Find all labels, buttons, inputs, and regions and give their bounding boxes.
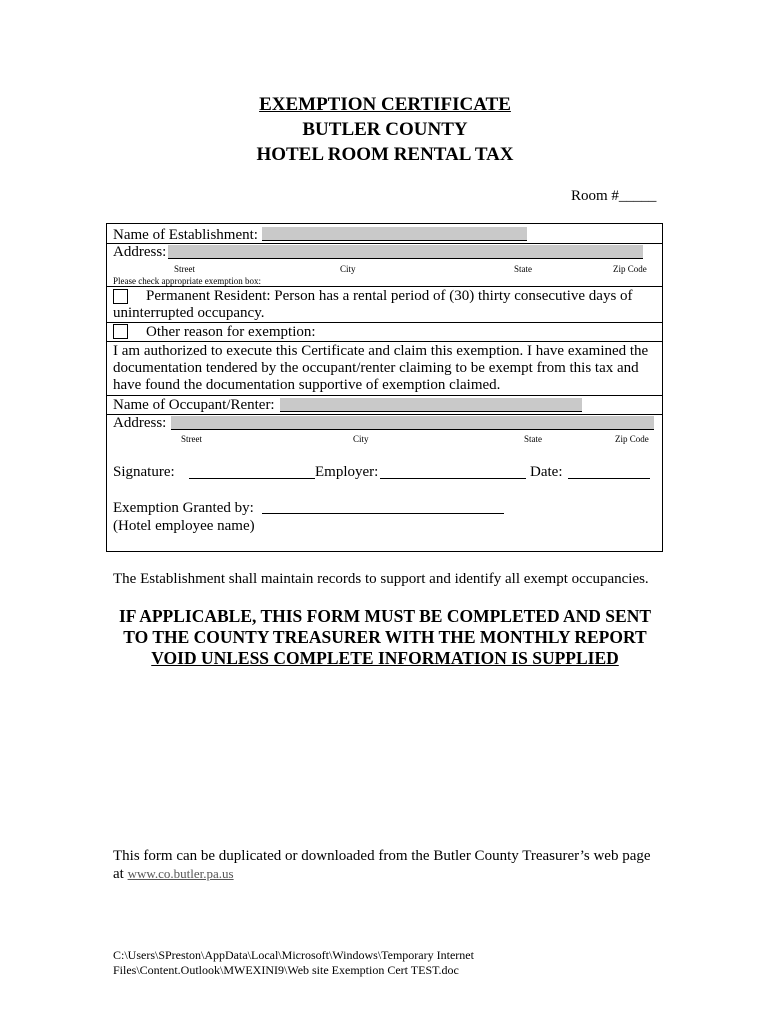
occupant-street-caption: Street	[181, 434, 202, 444]
employer-label: Employer:	[315, 464, 379, 480]
notice-line-3: VOID UNLESS COMPLETE INFORMATION IS SUPPLIED	[151, 648, 619, 668]
footer-line-2: at www.co.butler.pa.us	[113, 866, 234, 882]
tax-heading: HOTEL ROOM RENTAL TAX	[256, 144, 514, 165]
notice-line-1: IF APPLICABLE, THIS FORM MUST BE COMPLETED AND SENT	[118, 606, 652, 626]
file-path-line-2: Files\Content.Outlook\MWEXINI9\Web site Exemption Cert TEST.doc	[113, 963, 459, 977]
document-title: EXEMPTION CERTIFICATE	[259, 94, 511, 115]
occupant-state-caption: State	[524, 434, 542, 444]
permanent-resident-label-cont: uninterrupted occupancy.	[113, 305, 265, 321]
notice-line-2: TO THE COUNTY TREASURER WITH THE MONTHLY REPORT	[123, 627, 647, 647]
employer-field[interactable]	[380, 478, 526, 479]
address-zip-caption: Zip Code	[613, 264, 647, 274]
occupant-city-caption: City	[353, 434, 369, 444]
permanent-resident-checkbox[interactable]	[113, 289, 128, 304]
signature-label: Signature:	[113, 464, 175, 480]
other-reason-label: Other reason for exemption:	[146, 324, 316, 340]
file-path-line-1: C:\Users\SPreston\AppData\Local\Microsoft\Windows\Temporary Internet	[113, 948, 474, 962]
treasurer-website-link[interactable]: www.co.butler.pa.us	[127, 866, 234, 881]
occupant-address-label: Address:	[113, 415, 167, 431]
address-street-caption: Street	[174, 264, 195, 274]
authorization-line-1: I am authorized to execute this Certificate and claim this exemption. I have examined the	[113, 343, 649, 359]
occupant-address-field[interactable]	[171, 416, 654, 430]
county-heading: BUTLER COUNTY	[302, 119, 468, 140]
address-city-caption: City	[340, 264, 356, 274]
other-reason-checkbox[interactable]	[113, 324, 128, 339]
hotel-employee-caption: (Hotel employee name)	[113, 518, 255, 534]
granted-by-field[interactable]	[262, 513, 504, 514]
exemption-form	[106, 223, 663, 552]
date-field[interactable]	[568, 478, 650, 479]
establishment-address-field[interactable]	[168, 245, 643, 259]
permanent-resident-label: Permanent Resident: Person has a rental period of (30) thirty consecutive days of	[146, 288, 633, 304]
authorization-line-2: documentation tendered by the occupant/renter claiming to be exempt from this tax and	[113, 360, 639, 376]
establishment-name-field[interactable]	[262, 227, 527, 241]
establishment-address-label: Address:	[113, 244, 167, 260]
occupant-name-field[interactable]	[280, 398, 582, 412]
date-label: Date:	[530, 464, 563, 480]
room-number-field[interactable]: Room #_____	[571, 188, 657, 204]
signature-field[interactable]	[189, 478, 315, 479]
footer-line-1: This form can be duplicated or downloaded from the Butler County Treasurer’s web page	[113, 848, 651, 864]
check-instruction: Please check appropriate exemption box:	[113, 276, 261, 286]
records-note: The Establishment shall maintain records to support and identify all exempt occupancies.	[113, 571, 649, 587]
address-state-caption: State	[514, 264, 532, 274]
granted-by-label: Exemption Granted by:	[113, 500, 254, 516]
occupant-name-label: Name of Occupant/Renter:	[113, 397, 275, 413]
authorization-line-3: have found the documentation supportive of exemption claimed.	[113, 377, 501, 393]
occupant-zip-caption: Zip Code	[615, 434, 649, 444]
establishment-label: Name of Establishment:	[113, 227, 258, 243]
